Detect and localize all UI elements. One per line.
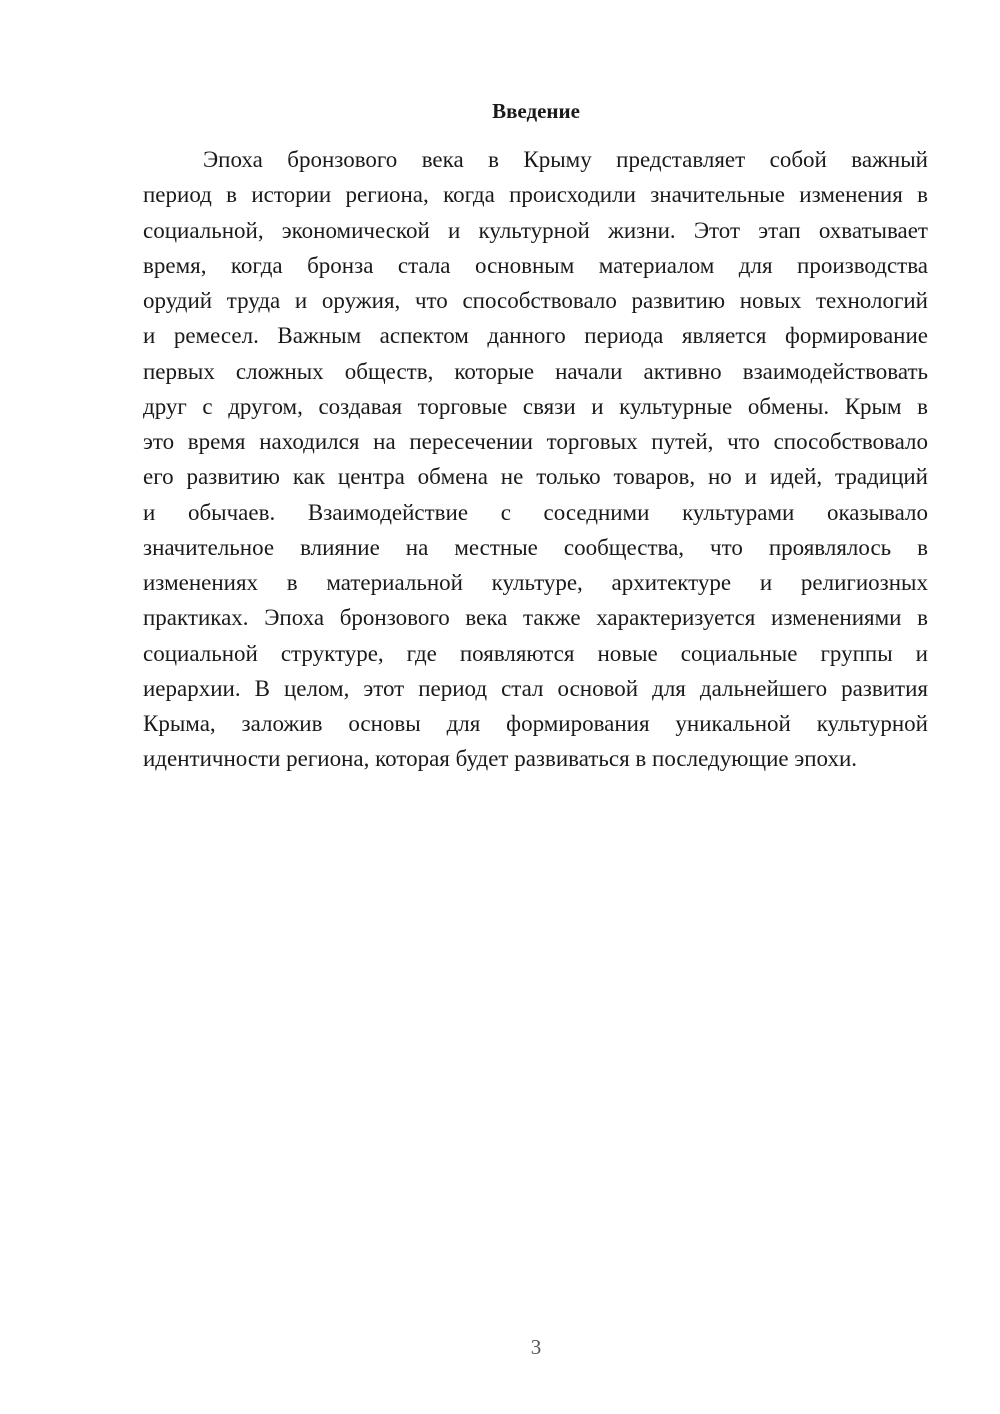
paragraph-line: Крыма, заложив основы для формирования уникальной культурной [143,711,928,736]
paragraph-line: и ремесел. Важным аспектом данного периода является формирование [143,323,928,349]
paragraph-line: Эпоха бронзового века в Крыму представляет собой важный [203,147,928,172]
section-heading: Введение [492,99,580,123]
paragraph-line: друг с другом, создавая торговые связи и культурные обмены. Крым в [143,393,928,419]
paragraph-line: орудий труда и оружия, что способствовало развитию новых технологий [143,288,928,313]
paragraph-line: социальной, экономической и культурной жизни. Этот этап охватывает [143,217,928,243]
paragraph-line: первых сложных обществ, которые начали активно взаимодействовать [143,358,928,384]
paragraph-line: его развитию как центра обмена не только товаров, но и идей, традиций [143,464,928,490]
body-paragraph [143,142,928,777]
paragraph-line: время, когда бронза стала основным материалом для производства [143,252,928,278]
paragraph-line: изменениях в материальной культуре, архитектуре и религиозных [143,570,928,595]
paragraph-line: социальной структуре, где появляются новые социальные группы и [143,640,928,666]
paragraph-line: это время находился на пересечении торговых путей, что способствовало [143,429,928,454]
paragraph-line: значительное влияние на местные сообщества, что проявлялось в [143,534,928,560]
paragraph-line: идентичности региона, которая будет развиваться в последующие эпохи. [143,746,858,772]
paragraph-line: период в истории региона, когда происходили значительные изменения в [143,182,928,208]
paragraph-line: практиках. Эпоха бронзового века также характеризуется изменениями в [143,605,928,631]
page-number: 3 [530,1335,542,1359]
paragraph-line: иерархии. В целом, этот период стал основой для дальнейшего развития [143,675,928,701]
paragraph-line: и обычаев. Взаимодействие с соседними культурами оказывало [143,499,928,525]
